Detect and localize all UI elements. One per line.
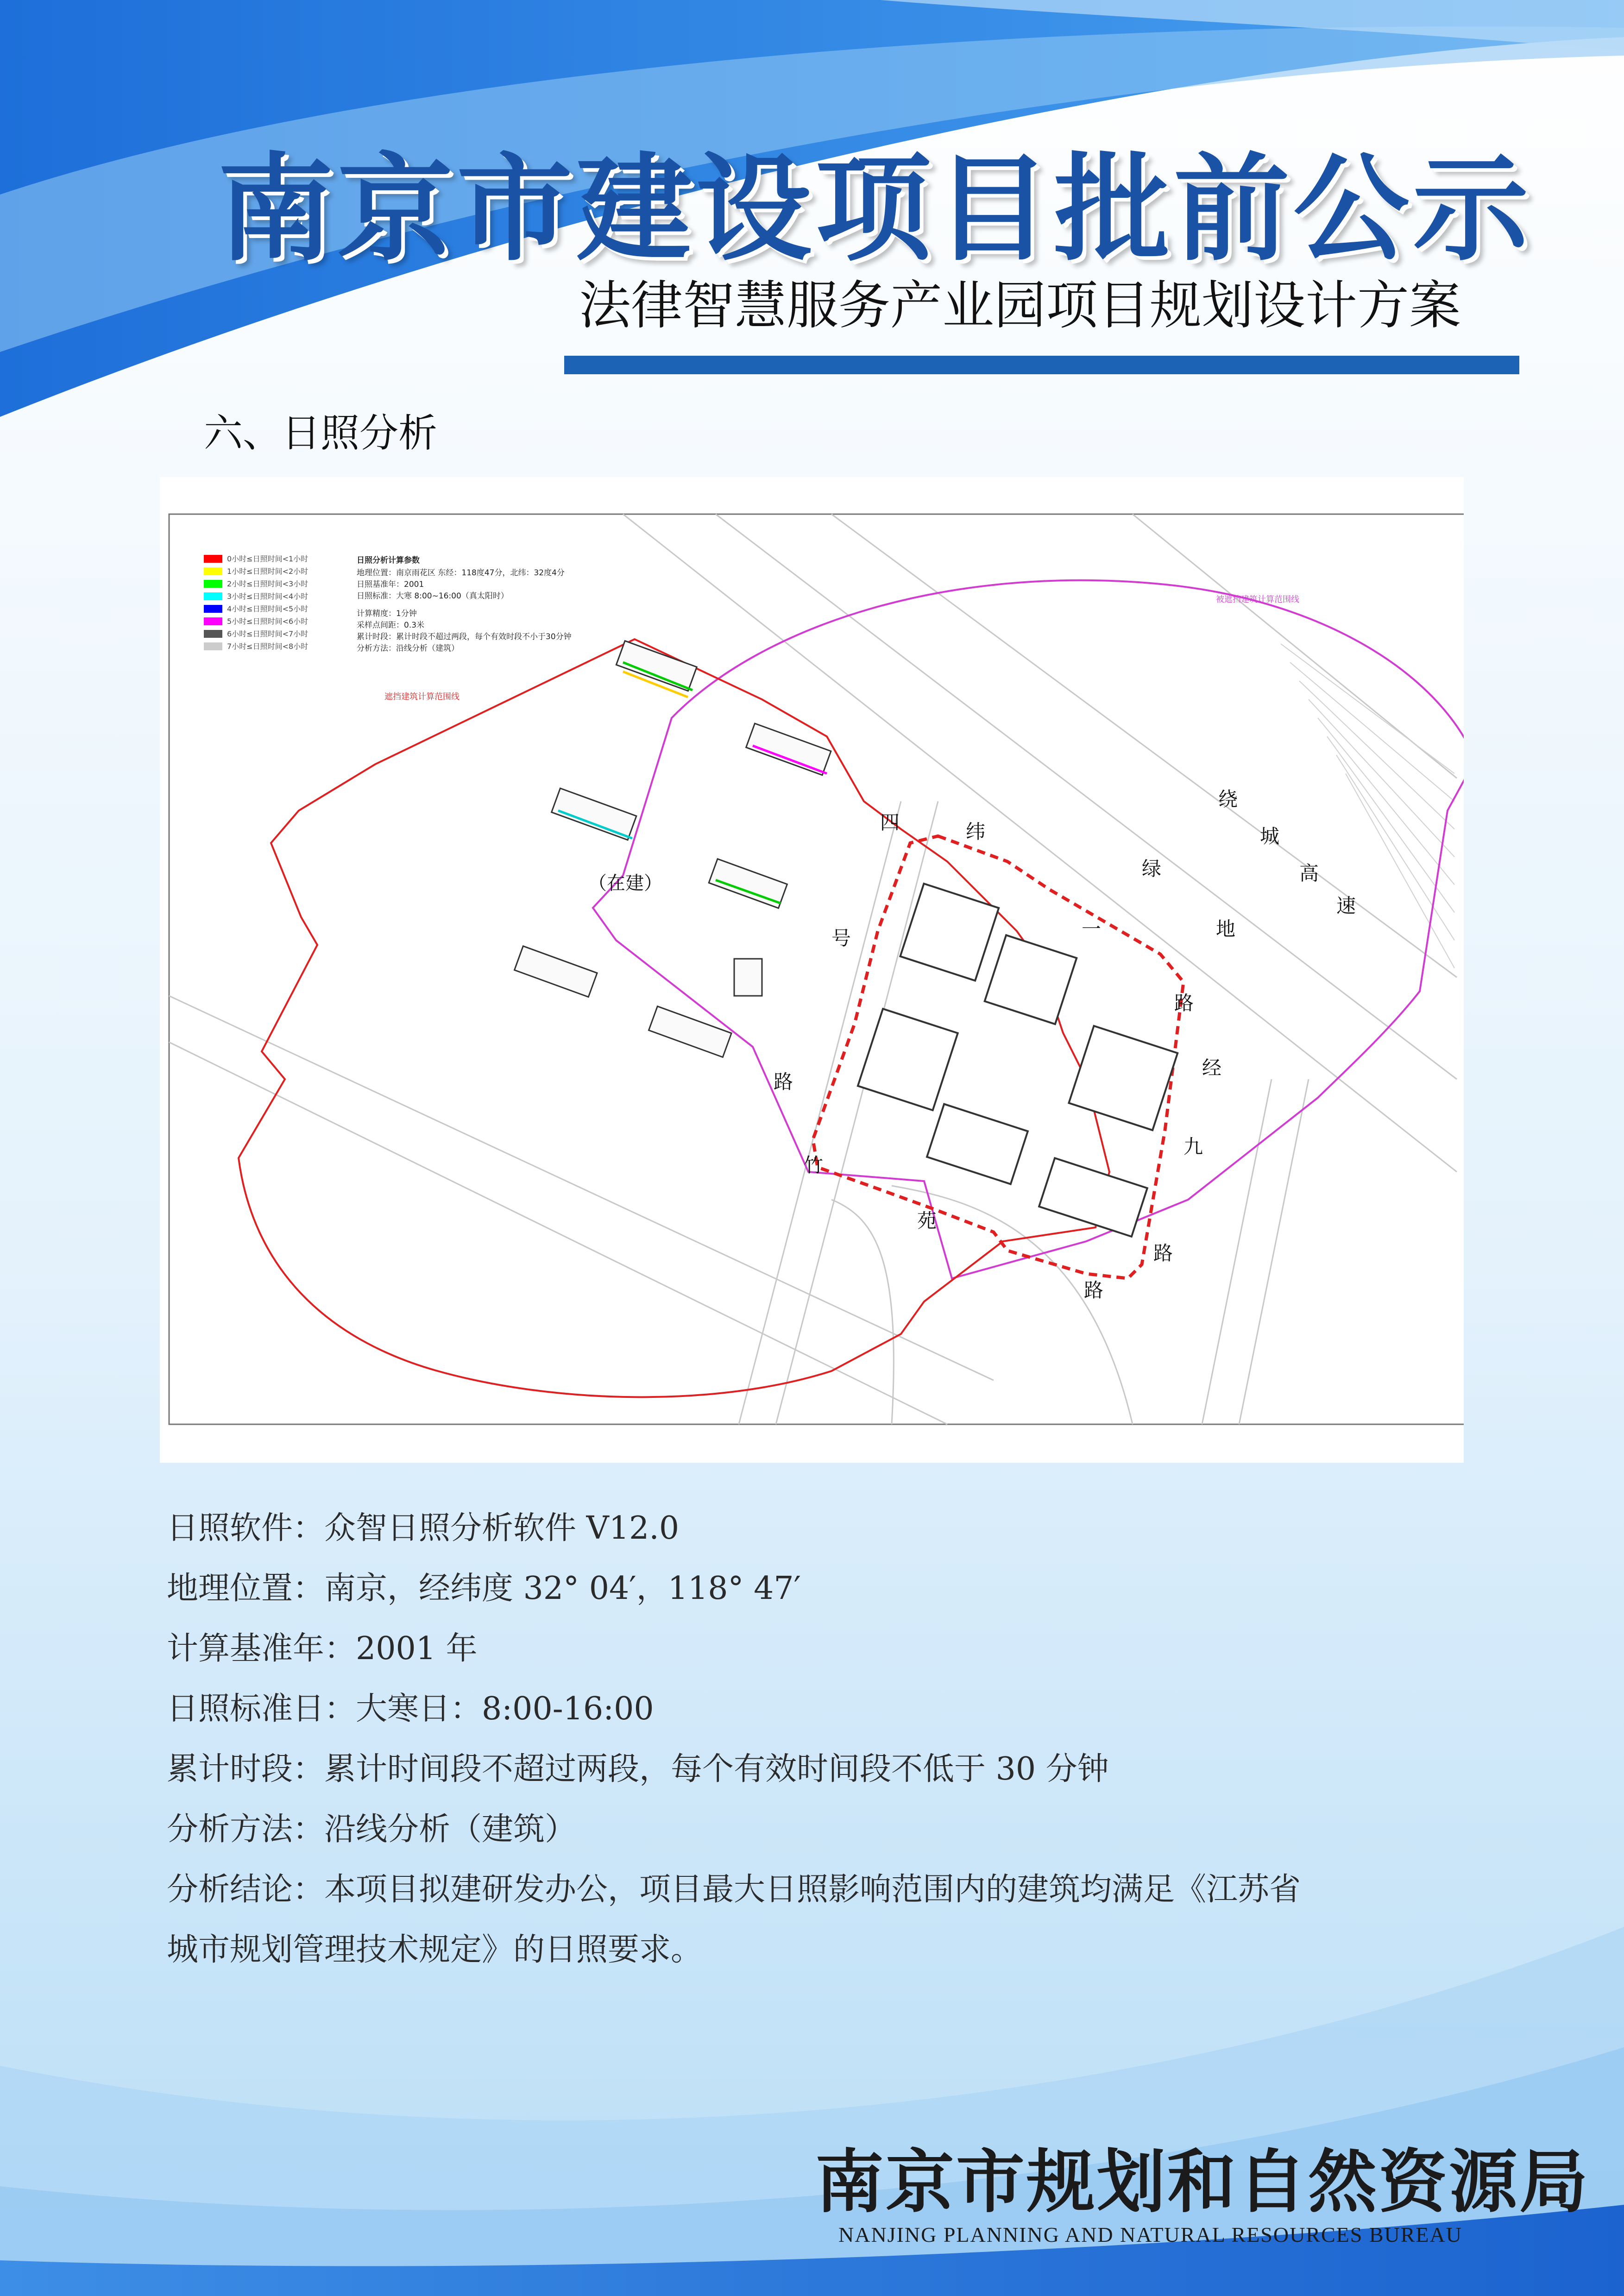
svg-text:纬: 纬 xyxy=(966,820,986,843)
svg-text:绿: 绿 xyxy=(1142,857,1162,880)
section-heading: 六、日照分析 xyxy=(204,410,438,456)
legend-label: 5小时≤日照时间<6小时 xyxy=(227,617,308,626)
legend-label: 2小时≤日照时间<3小时 xyxy=(227,579,308,588)
info-conclusion: 分析结论：本项目拟建研发办公，项目最大日照影响范围内的建筑均满足《江苏省 xyxy=(167,1871,1301,1908)
legend-label: 7小时≤日照时间<8小时 xyxy=(227,642,308,651)
page-title: 南京市建设项目批前公示 xyxy=(218,140,1532,277)
svg-text:绕: 绕 xyxy=(1218,788,1238,811)
red-boundary-label: 遮挡建筑计算范围线 xyxy=(384,692,460,702)
svg-text:计算精度：1分钟: 计算精度：1分钟 xyxy=(357,609,417,618)
sunlight-legend xyxy=(204,554,308,651)
road-labels xyxy=(774,788,1356,1302)
legend-label: 3小时≤日照时间<4小时 xyxy=(227,592,308,601)
svg-text:城: 城 xyxy=(1260,825,1280,848)
svg-text:九: 九 xyxy=(1183,1135,1203,1158)
legend-label: 1小时≤日照时间<2小时 xyxy=(227,567,308,576)
project-subtitle: 法律智慧服务产业园项目规划设计方案 xyxy=(579,276,1461,336)
info-location: 地理位置：南京，经纬度 32° 04′，118° 47′ xyxy=(167,1570,801,1607)
svg-text:采样点间距：0.3米: 采样点间距：0.3米 xyxy=(357,621,425,630)
svg-text:路: 路 xyxy=(774,1070,793,1093)
legend-label: 0小时≤日照时间<1小时 xyxy=(227,554,308,563)
info-software: 日照软件：众智日照分析软件 V12.0 xyxy=(167,1510,680,1547)
svg-text:路: 路 xyxy=(1084,1279,1104,1302)
analysis-info xyxy=(167,1498,1464,1980)
info-method: 分析方法：沿线分析（建筑） xyxy=(167,1811,577,1848)
svg-text:地: 地 xyxy=(1216,918,1236,940)
sunlight-analysis-plan xyxy=(160,477,1464,1463)
bureau-name-en: NANJING PLANNING AND NATURAL RESOURCES BUREAU xyxy=(838,2223,1462,2246)
info-conclusion-continued: 城市规划管理技术规定》的日照要求。 xyxy=(167,1931,703,1968)
svg-text:地理位置：南京雨花区 东经：118度47分，北纬：32度: 地理位置：南京雨花区 东经：118度47分，北纬：32度4分 xyxy=(357,568,565,578)
calculation-parameters xyxy=(357,555,572,653)
under-construction-label: （在建） xyxy=(588,873,662,894)
svg-text:四: 四 xyxy=(880,811,900,834)
bureau-name-cn: 南京市规划和自然资源局 xyxy=(815,2141,1590,2222)
svg-text:一: 一 xyxy=(1082,918,1102,940)
svg-text:竹: 竹 xyxy=(804,1154,824,1176)
svg-text:经: 经 xyxy=(1202,1057,1222,1079)
info-standard-day: 日照标准日：大寒日：8:00-16:00 xyxy=(167,1691,654,1727)
svg-text:高: 高 xyxy=(1299,862,1319,885)
svg-text:苑: 苑 xyxy=(917,1209,937,1232)
svg-text:累计时段：累计时段不超过两段，每个有效时段不小于30分钟: 累计时段：累计时段不超过两段，每个有效时段不小于30分钟 xyxy=(357,632,572,642)
info-period: 累计时段：累计时间段不超过两段，每个有效时间段不低于 30 分钟 xyxy=(167,1751,1109,1787)
shaded-range-boundary xyxy=(593,580,1464,1278)
magenta-boundary-label: 被遮挡建筑计算范围线 xyxy=(1216,595,1299,604)
svg-text:路: 路 xyxy=(1174,992,1194,1014)
svg-text:速: 速 xyxy=(1336,894,1356,917)
legend-label: 4小时≤日照时间<5小时 xyxy=(227,604,308,613)
info-base-year: 计算基准年：2001 年 xyxy=(167,1630,478,1667)
proposed-buildings xyxy=(858,884,1177,1237)
site-plan-drawing xyxy=(160,477,1464,1463)
svg-text:日照标准：大寒 8:00~16:00（真太阳时）: 日照标准：大寒 8:00~16:00（真太阳时） xyxy=(357,591,509,601)
legend-label: 6小时≤日照时间<7小时 xyxy=(227,629,308,638)
svg-text:分析方法：沿线分析（建筑）: 分析方法：沿线分析（建筑） xyxy=(357,644,459,653)
svg-text:日照分析计算参数: 日照分析计算参数 xyxy=(357,556,420,565)
svg-text:日照基准年：2001: 日照基准年：2001 xyxy=(357,580,424,589)
svg-text:号: 号 xyxy=(831,927,851,950)
svg-text:路: 路 xyxy=(1153,1242,1173,1264)
existing-buildings xyxy=(515,641,831,1057)
